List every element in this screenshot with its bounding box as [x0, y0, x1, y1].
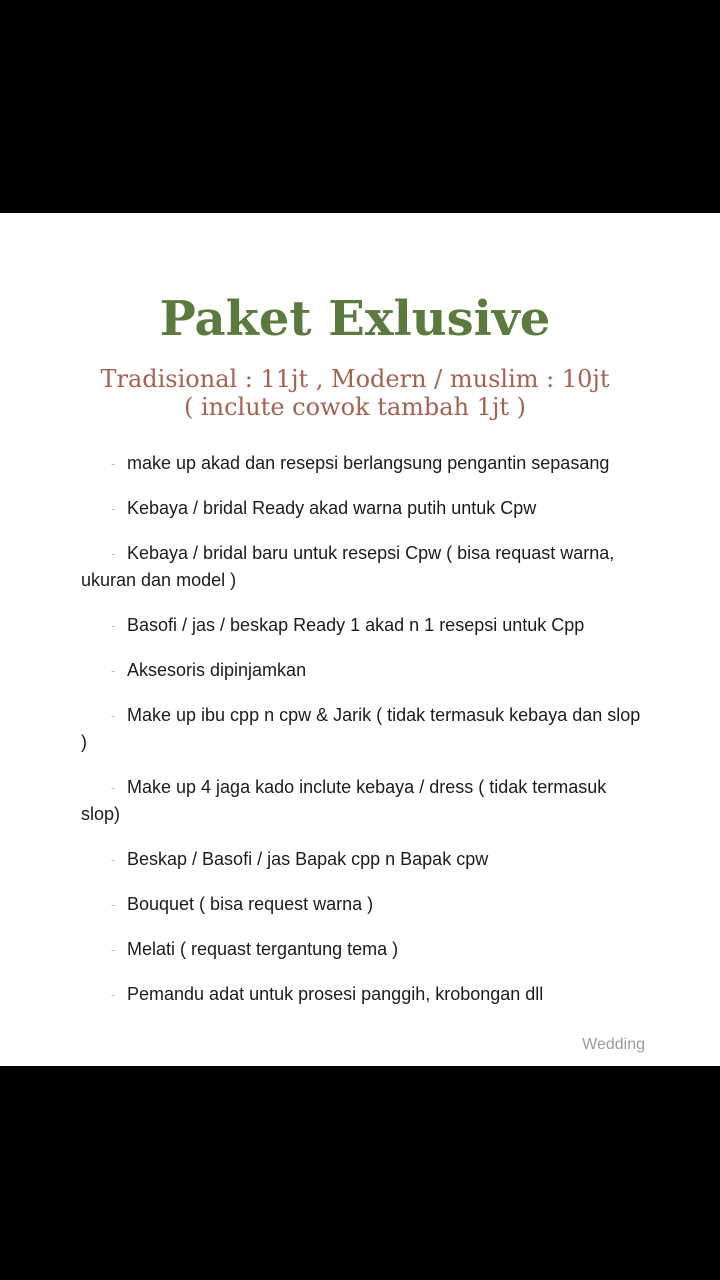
price-card: [0, 213, 720, 1066]
price-line: Tradisional : 11jt , Modern / muslim : 10jt: [100, 365, 610, 393]
item-text: Kebaya / bridal Ready akad warna putih untuk Cpw: [127, 498, 537, 518]
item-text: Make up 4 jaga kado inclute kebaya / dress ( tidak termasuk slop): [81, 777, 607, 824]
list-item: [81, 702, 641, 756]
item-text: Pemandu adat untuk prosesi panggih, krobongan dll: [127, 984, 544, 1004]
item-text: Bouquet ( bisa request warna ): [127, 894, 374, 914]
wedding-tag: Wedding: [582, 1036, 645, 1053]
list-item: [81, 495, 641, 522]
list-item: [81, 891, 641, 918]
list-item: [81, 612, 641, 639]
list-item: [81, 936, 641, 963]
item-text: make up akad dan resepsi berlangsung pengantin sepasang: [127, 453, 610, 473]
bullet-dash: -: [111, 780, 116, 795]
bullet-dash: -: [111, 501, 116, 516]
item-text: Beskap / Basofi / jas Bapak cpp n Bapak cpw: [127, 849, 489, 869]
item-text: Make up ibu cpp n cpw & Jarik ( tidak termasuk kebaya dan slop ): [81, 705, 641, 752]
top-black-bar: [0, 0, 720, 213]
list-item: [81, 657, 641, 684]
bottom-black-bar: [0, 1066, 720, 1280]
list-item: [81, 450, 641, 477]
item-text: Melati ( requast tergantung tema ): [127, 939, 399, 959]
price-note: ( inclute cowok tambah 1jt ): [183, 393, 527, 421]
bullet-dash: -: [111, 456, 116, 471]
list-item: [81, 981, 641, 1008]
bullet-dash: -: [111, 987, 116, 1002]
item-text: Aksesoris dipinjamkan: [127, 660, 307, 680]
bullet-dash: -: [111, 618, 116, 633]
bullet-dash: -: [111, 897, 116, 912]
list-item: [81, 774, 641, 828]
item-text: Kebaya / bridal baru untuk resepsi Cpw ( bisa requast warna, ukuran dan model ): [81, 543, 615, 590]
bullet-dash: -: [111, 546, 116, 561]
bullet-dash: -: [111, 663, 116, 678]
package-items-list: [81, 450, 641, 1026]
bullet-dash: -: [111, 708, 116, 723]
package-title: Paket Exlusive: [159, 291, 551, 347]
list-item: [81, 846, 641, 873]
bullet-dash: -: [111, 942, 116, 957]
bullet-dash: -: [111, 852, 116, 867]
list-item: [81, 540, 641, 594]
price-info: [0, 365, 710, 421]
item-text: Basofi / jas / beskap Ready 1 akad n 1 resepsi untuk Cpp: [127, 615, 585, 635]
